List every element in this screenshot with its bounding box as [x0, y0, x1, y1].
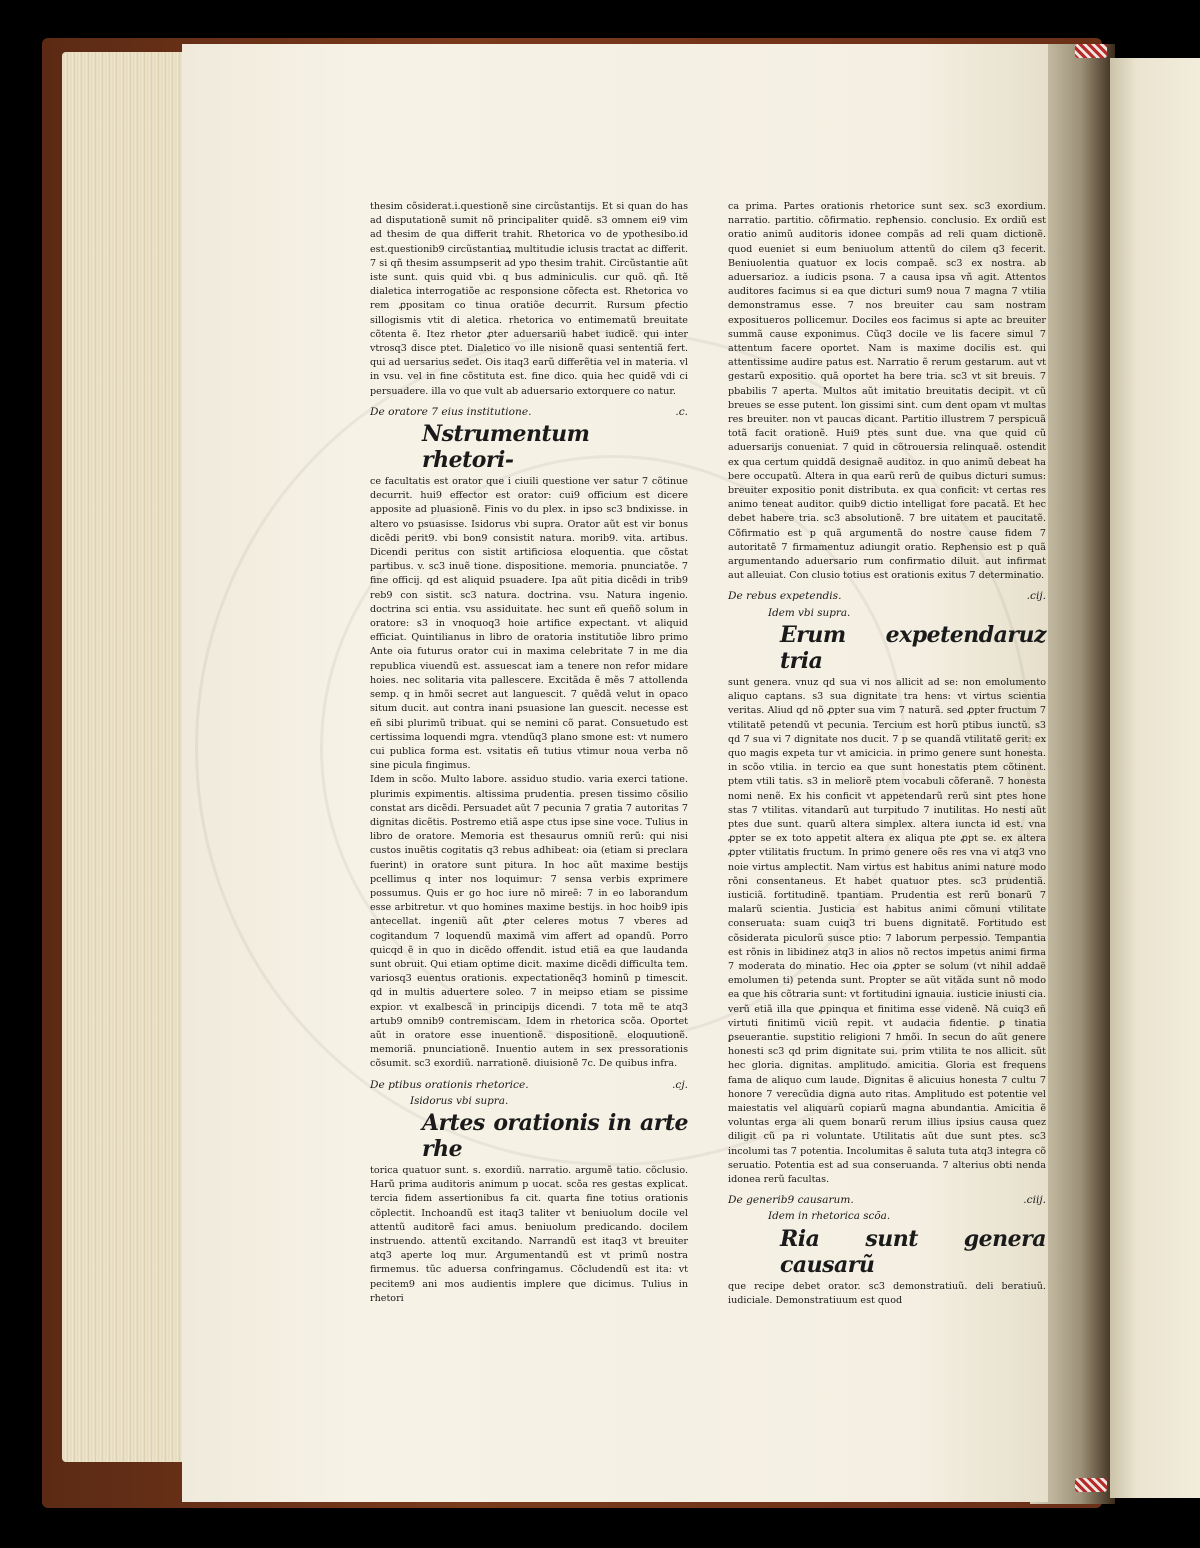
page-edges: [62, 52, 192, 1462]
headband-top: [1075, 44, 1107, 58]
section-rubric: [728, 1193, 1046, 1207]
rubric-source: Idem vbi supra.: [768, 606, 851, 619]
paragraph: sunt genera. vnuz qd sua vi nos allicit ad se: non emolumento aliquo captans. s3 sua dignitate tra hens: vt virtus scientia veritas. Aliud qd nõ ꝓpter sua vim 7 naturã. sed ꝓpter fructum 7 vtilitatẽ petendũ vt pecunia. Tercium est horũ ptibus iunctũ. s3 qd 7 sua vi 7 dignitate nos ducit. 7 p se quandã vtilitatẽ gerit: ex quo magis expeta tur vt amicicia. in primo genere sunt honesta. in scõo vtilia. in tercio ea que sunt honestatis ptem cõtinent. ptem vtili tatis. s3 in meliorẽ ptem vocabuli cõferanẽ. 7 honesta nomi nenẽ. Ex his conficit vt appetendarũ rerũ sint ptes hone stas 7 vtilitas. vitandarũ aut turpitudo 7 inutilitas. Ho nesti aũt ptes due sunt. quarũ altera simplex. altera iuncta id est. vna ꝓpter se ex toto appetit altera ex aliqua pte ꝓpt se. ex altera ꝓpter vtilitatis fructum. In primo genere oẽs res vna vi atq3 vno noie virtus amplectit. Nam virtus est habitus animi nature modo rõni consentaneus. Et habet quatuor ptes. sc3 prudentiã. iusticiã. fortitudinẽ. tpantiam. Prudentia est rerũ bonarũ 7 malarũ scientia. Justicia est habitus animi cõmuni vtilitate conseruata: suam cuiq3 tri buens dignitatẽ. Fortitudo est cõsiderata piculorũ susce ptio: 7 laborum perpessio. Tempantia est rõnis in libidinez atq3 in alios nõ rectos impetus animi firma 7 moderata do minatio. Hec oia ꝓpter se solum (vt nihil addaẽ emolumen ti) petenda sunt. Propter se aũt vitãda sunt nõ modo ea que his cõtraria sunt: vt fortitudini ignauia. iusticie iniusti cia. verũ etiã illa que ꝓpinqua et finitima esse videnẽ. Nã cuiq3 eñ virtuti finitimũ viciũ repit. vt audacia fidentie. ꝑ tinatia ꝑseuerantie. supstitio religioni 7 hmõi. In secun do aũt genere honesti sc3 qd prim dignitate sui. prim vtilita te nos allicit. sũt hec gloria. dignitas. amplitudo. amicitia. Gloria est frequens fama de aliquo cum laude. Dignitas ẽ alicuius honesta 7 cultu 7 honore 7 verecũdia digna auto ritas. Amplitudo est potentie vel maiestatis vel aliquarũ copiarũ magna abundantia. Amicitia ẽ voluntas erga ali quem bonarũ rerum illius ipsius causa quez diligit cũ pa ri voluntate. Utilitatis aũt due sunt ptes. sc3 incolumi tas 7 potentia. Incolumitas ẽ saluta tuta atq3 integra cõ seruatio. Potentia est ad sua conseruanda. 7 alterius obti nenda idonea rerũ facultas.: [728, 676, 1046, 1185]
section-rubric: [370, 405, 688, 419]
section-heading: Ria sunt genera causarũ: [780, 1225, 1046, 1278]
facing-page: [1110, 58, 1200, 1498]
right-text-column: [728, 200, 1046, 1308]
rubric-number: .ciij.: [1023, 1194, 1046, 1207]
rubric-source: Idem in rhetorica scõa.: [768, 1210, 891, 1223]
rubric-number: .cj.: [672, 1078, 688, 1091]
section-heading: Nstrumentum rhetori-: [422, 421, 590, 474]
rubric-title: De rebus expetendis.: [728, 590, 842, 603]
paragraph: que recipe debet orator. sc3 demonstratiuũ. deli beratiuũ. iudiciale. Demonstratiuum est quod: [728, 1280, 1046, 1306]
rubric-number: .c.: [675, 405, 688, 418]
rubric-number: .cij.: [1026, 590, 1046, 603]
paragraph: torica quatuor sunt. s. exordiũ. narratio. argumẽ tatio. cõclusio. Harũ prima auditoris animum p uocat. scõa res gestas explicat. tercia fidem assertionibus fa cit. quarta fine totius orationis cõplectit. Inchoandũ est itaq3 taliter vt beniuolum docile vel attentũ auditorẽ faci amus. beniuolum predicando. docilem instruendo. attentũ excitando. Narrandũ est itaq3 vt breuiter atq3 aperte loq mur. Argumentandũ est vt primũ nostra firmemus. tũc aduersa confringamus. Cõcludendũ est ita: vt pecitem9 ani mos audientis implere que dicimus. Tulius in rhetori: [370, 1164, 688, 1304]
left-text-column: [370, 200, 688, 1306]
rubric-title: De ptibus orationis rhetorice.: [370, 1078, 529, 1091]
headband-bottom: [1075, 1478, 1107, 1492]
rubric-title: De generib9 causarum.: [728, 1194, 854, 1207]
section-rubric: [728, 589, 1046, 603]
paragraph: thesim cõsiderat.i.questionẽ sine circũstantijs. Et si quan do has ad disputationẽ sumit nõ principaliter quidẽ. s3 omnem ei9 vim ad thesim de qua differit trahit. Rhetorica vo de ypothesibo.id est.questionib9 circũstantiaꝝ multitudie iclusis tractat ac differit. 7 si qñ thesim assumpserit ad ypo thesim trahit. Circũstantie aũt iste sunt. quis quid vbi. q bus adminiculis. cur quõ. qñ. Itẽ dialetica interrogatiõe ac responsione cõfecta est. Rhetorica vo rem ꝓpositam co tinua oratiõe decurrit. Rursum ꝑfectio sillogismis vtit di aletica. rhetorica vo entimematũ breuitate cõtenta ẽ. Itez rhetor ꝓter aduersariũ habet iudicẽ. qui inter vtrosq3 disce ptet. Dialetico vo ille nisionẽ quasi sententiã fert. qui ad uersarius sedet. Ois itaq3 earũ differẽtia vel in materia. vl in vsu. vel in fine cõstituta est. fine dico. quia hec quidẽ vdi ci persuadere. illa vo que vult ab aduersario extorquere co natur.: [370, 201, 688, 397]
section-heading: Artes orationis in arte rhe: [422, 1109, 688, 1162]
rubric-source: Isidorus vbi supra.: [410, 1094, 509, 1107]
section-rubric: [370, 1078, 688, 1092]
paragraph: ca prima. Partes orationis rhetorice sunt sex. sc3 exordium. narratio. partitio. cõfirmatio. repħensio. conclusio. Ex ordiũ est oratio animũ auditoris idonee compãs ad reli quam dictionẽ. quod eueniet si eum beniuolum attentũ do cilem q3 fecerit. Beniuolentia quatuor ex locis compaẽ. sc3 ex nostra. ab aduersarioz. a iudicis psona. 7 a causa ipsa vñ agit. Attentos auditores facimus si ea que dicturi sum9 noua 7 magna 7 vtilia demonstramus esse. 7 nos breuiter cau sam nostram expositueros pollicemur. Dociles eos facimus si apte ac breuiter summã cause exponimus. Cũq3 docile ve lis facere simul 7 attentum facere oportet. Nam is maxime docilis est. qui attentissime audire patus est. Narratio ẽ rerum gestarum. aut vt gestarũ expositio. quã oportet ha bere tria. sc3 vt sit breuis. 7 pbabilis 7 aperta. Multos aũt imitatio breuitatis decipit. vt cũ breues se esse putent. lon gissimi sint. cum dent opam vt multas res breuiter. non vt paucas dicant. Partitio illustrem 7 perspicuã totã facit orationẽ. Hui9 ptes sunt due. vna que quid cũ aduersarijs conueniat. 7 quid in cõtrouersia relinquaẽ. ostendit ex qua certum quiddã designaẽ auditoz. in quo animũ debeat ha bere occupatũ. Altera in qua earũ rerũ de quibus dicturi sumus: breuiter expositio ponit distributa. ex qua conficit: vt certas res animo teneat auditor. quib9 dictio intelligat fore pacatã. Et hec debet habere tria. sc3 absolutionẽ. 7 bre uitatem et paucitatẽ. Cõfirmatio est p quã argumentã do nostre cause fidem 7 autoritatẽ 7 firmamentuz adiungit oratio. Repħensio est p quã argumentando aduersario rum confirmatio diluit. aut infirmat aut alleuiat. Con clusio totius est orationis exitus 7 determinatio.: [728, 201, 1046, 582]
section-heading: Erum expetendaruz tria: [780, 621, 1046, 674]
rubric-title: De oratore 7 eius institutione.: [370, 405, 532, 418]
paragraph: Idem in scõo. Multo labore. assiduo studio. varia exerci tatione. plurimis expimentis. altissima prudentia. presen tissimo cõsilio constat ars dicẽdi. Persuadet aũt 7 pecunia 7 gratia 7 autoritas 7 dignitas dicẽtis. Postremo etiã aspe ctus ipse sine voce. Tulius in libro de oratore. Memoria est thesaurus omniũ rerũ: qui nisi custos inuẽtis cogitatis q3 rebus adhibeat: oia (etiam si preclara fuerint) in oratore sunt pitura. In hoc aũt maxime bestijs pcellimus q inter nos loquimur: 7 sensa verbis exprimere possumus. Quis er go hoc iure nõ mireẽ: 7 in eo laborandum esse arbitretur. vt quo homines maxime bestijs. in hoc hoib9 ipis antecellat. ingeniũ aũt ꝓter celeres motus 7 vberes ad cogitandum 7 loquendũ maximã vim affert ad opandũ. Porro quicqd ẽ in quo in dicẽdo offendit. istud etiã ea que laudanda sunt obruit. Qui etiam optime dicit. maxime dicẽdi difficulta tem. variosq3 euentus orationis. expectationẽq3 hominũ p timescit. qd in multis aduertere soleo. 7 in meipso etiam se pissime expior. vt exalbescã in principijs dicendi. 7 tota mẽ te atq3 artub9 omnib9 contremiscam. Idem in rhetorica scõa. Oportet aũt in oratore esse inuentionẽ. dispositionẽ. eloquutionẽ. memoriã. pnunciationẽ. Inuentio autem in sex pressorationis cõsumit. sc3 exordiũ. narrationẽ. diuisionẽ 7c. De quibus infra.: [370, 774, 688, 1070]
paragraph: ce facultatis est orator que i ciuili questione ver satur 7 cõtinue decurrit. hui9 effector est orator: cui9 officium est dicere apposite ad pluasionẽ. Finis vo du plex. in ipso sc3 bndixisse. in altero vo psuasisse. Isidorus vbi supra. Orator aũt est vir bonus dicẽdi perit9. vbi bon9 consistit natura. morib9. vita. artibus. Dicendi peritus con sistit artificiosa eloquentia. que cõstat partibus. v. sc3 inuẽ tione. dispositione. memoria. pnunciatõe. 7 fine officij. qd est aliquid psuadere. Ipa aũt pitia dicẽdi in trib9 reb9 con sistit. sc3 natura. doctrina. vsu. Natura ingenio. doctrina sci entia. vsu assiduitate. hec sunt eñ queñõ solum in oratore: s3 in vnoquoq3 hoie artifice expectant. vt aliquid efficiat. Quintilianus in libro de oratoria institutiõe libro primo Ante oia futurus orator cui in maxima celebritate 7 in me dia republica viuendũ est. assuescat iam a tenere non refor midare hoies. nec solitaria vita pallescere. Excitãda ẽ mẽs 7 attollenda semp. q in hmõi secret aut languescit. 7 quẽdã velut in opaco situm ducit. aut contra inani psuasione lan guescit. necesse est eñ sibi plurimũ tribuat. qui se nemini cõ parat. Consuetudo est certissima loquendi mgra. vtendũq3 plano smone est: vt numero cui publica forma est. vsitatis eñ tutius vtimur noua verba nõ sine picula fingimus.: [370, 476, 688, 772]
